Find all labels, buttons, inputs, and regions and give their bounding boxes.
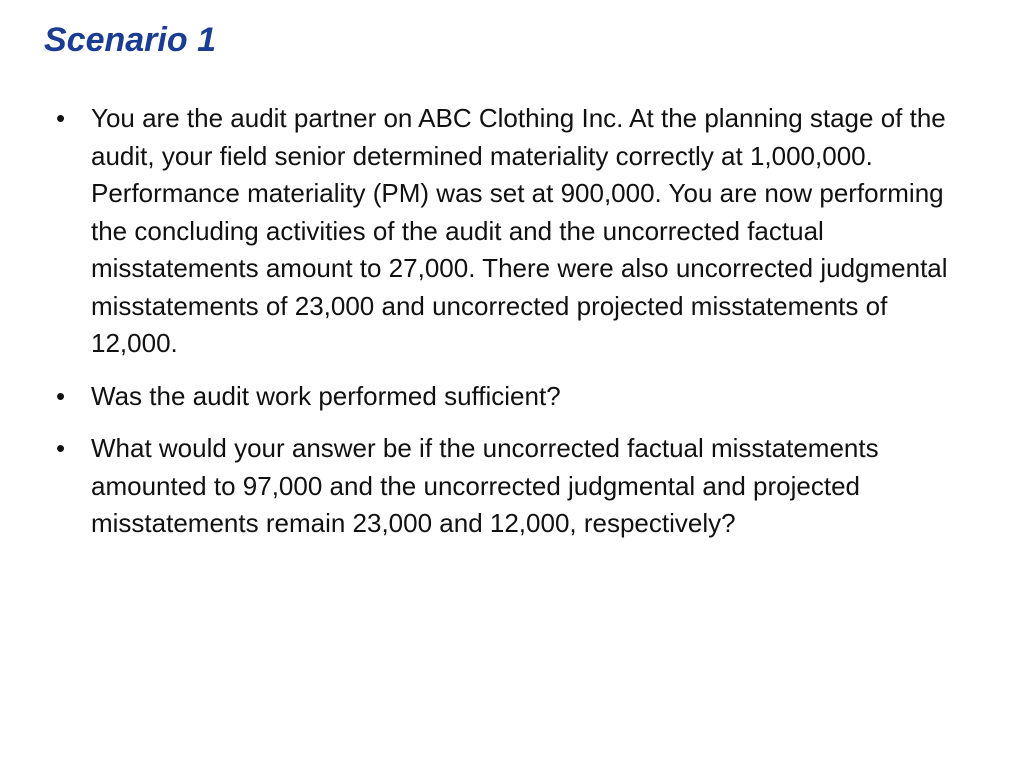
slide-title: Scenario 1	[44, 21, 216, 59]
bullet-dot-icon: •	[56, 433, 66, 463]
bullet-text-scenario: You are the audit partner on ABC Clothing Inc. At the planning stage of the audit, your field senior determined materiality correctly at 1,000,000. Performance materiality (PM) was set at 900,000. You are now performing the concluding activities of the audit and the uncorrected factual misstatements amount to 27,000. There were also uncorrected judgmental misstatements of 23,000 and uncorrected projected misstatements of 12,000.	[91, 103, 948, 358]
bullet-item	[0, 100, 1024, 363]
bullet-text-question-2: What would your answer be if the uncorrected factual misstatements amounted to 97,000 and the uncorrected judgmental and projected misstatements remain 23,000 and 12,000, respectively?	[91, 433, 879, 538]
bullet-list	[0, 100, 1024, 558]
bullet-dot-icon: •	[56, 103, 66, 133]
bullet-item	[0, 378, 1024, 416]
bullet-dot-icon: •	[56, 380, 66, 411]
bullet-text-question-1: Was the audit work performed sufficient?	[91, 380, 561, 411]
bullet-item	[0, 430, 1024, 543]
